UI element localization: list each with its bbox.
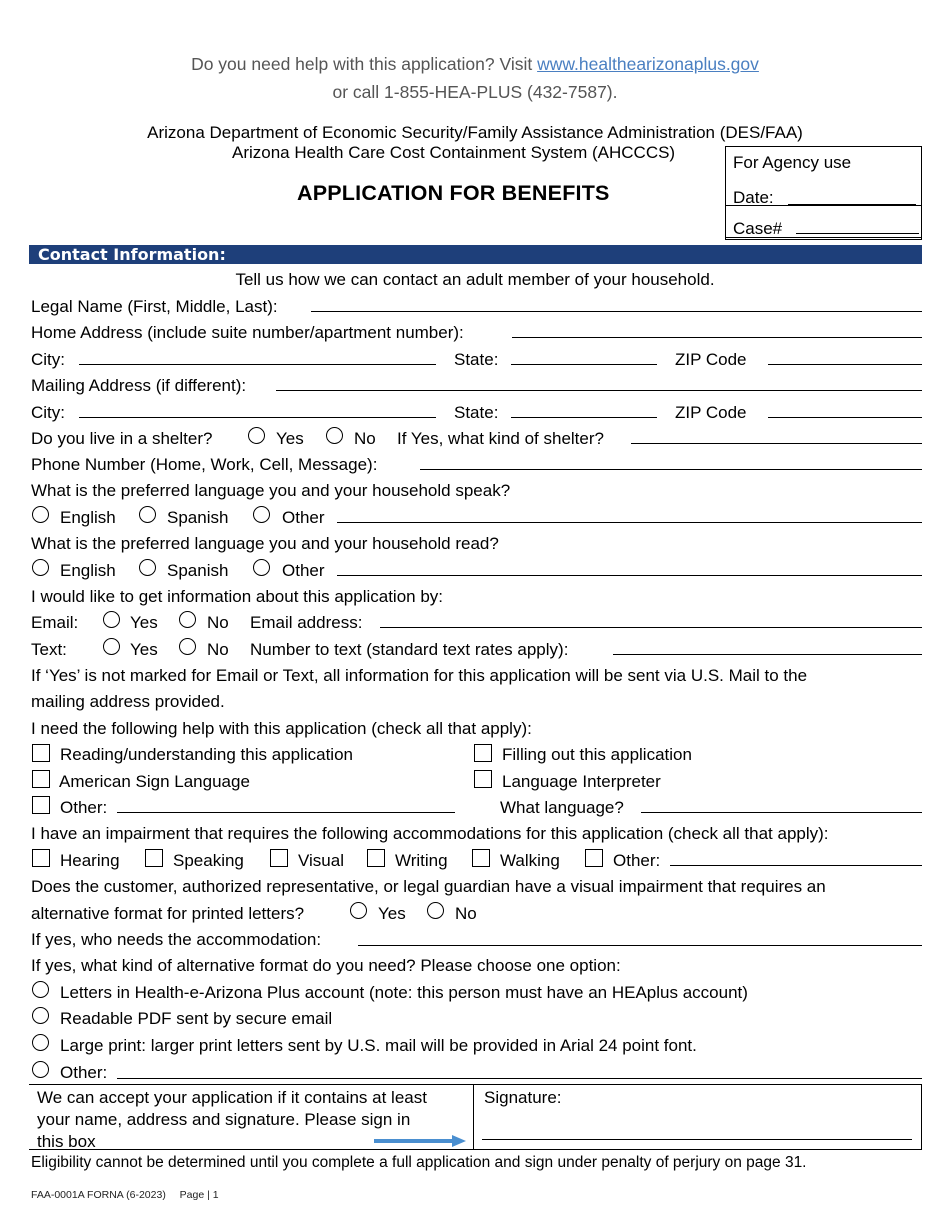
legal-name-field[interactable] bbox=[311, 311, 922, 312]
phone-field[interactable] bbox=[420, 469, 922, 470]
arrow-right-icon bbox=[372, 1133, 468, 1149]
email-address-label: Email address: bbox=[250, 613, 363, 632]
speak-language-question: What is the preferred language you and your household speak? bbox=[31, 481, 511, 500]
shelter-no-label: No bbox=[354, 429, 376, 448]
speak-other-field[interactable] bbox=[337, 522, 922, 523]
read-spanish-radio[interactable] bbox=[139, 559, 156, 576]
agency-use-box bbox=[725, 146, 922, 240]
format-other-radio[interactable] bbox=[32, 1061, 49, 1078]
speak-other-label: Other bbox=[282, 508, 325, 527]
zip-label: ZIP Code bbox=[675, 350, 747, 369]
visual-yes-radio[interactable] bbox=[350, 902, 367, 919]
phone-label: Phone Number (Home, Work, Cell, Message): bbox=[31, 455, 378, 474]
home-address-field[interactable] bbox=[512, 337, 922, 338]
reading-label: Reading/understanding this application bbox=[60, 745, 353, 764]
city-field[interactable] bbox=[79, 364, 436, 365]
help-line-2: or call 1-855-HEA-PLUS (432-7587). bbox=[332, 82, 618, 102]
what-language-field[interactable] bbox=[641, 812, 922, 813]
mailing-state-label: State: bbox=[454, 403, 499, 422]
help-other-field[interactable] bbox=[117, 812, 455, 813]
legal-name-label: Legal Name (First, Middle, Last): bbox=[31, 297, 278, 316]
speak-english-label: English bbox=[60, 508, 116, 527]
page-title: APPLICATION FOR BENEFITS bbox=[297, 181, 610, 205]
read-other-field[interactable] bbox=[337, 575, 922, 576]
format-large-print-label: Large print: larger print letters sent by U.S. mail will be provided in Arial 24 point font. bbox=[60, 1036, 697, 1055]
interpreter-checkbox[interactable] bbox=[474, 770, 492, 788]
format-pdf-radio[interactable] bbox=[32, 1007, 49, 1024]
speak-english-radio[interactable] bbox=[32, 506, 49, 523]
format-heaplus-radio[interactable] bbox=[32, 981, 49, 998]
reading-checkbox[interactable] bbox=[32, 744, 50, 762]
agency-use-header: For Agency use bbox=[733, 153, 852, 172]
what-language-label: What language? bbox=[500, 798, 624, 817]
mail-note-line-1: If ‘Yes’ is not marked for Email or Text, all information for this application will be sent via U.S. Mail to the bbox=[31, 666, 808, 685]
number-to-text-field[interactable] bbox=[613, 654, 922, 655]
text-yes-label: Yes bbox=[130, 640, 158, 659]
read-other-radio[interactable] bbox=[253, 559, 270, 576]
mailing-zip-field[interactable] bbox=[768, 417, 922, 418]
contact-preference-question: I would like to get information about this application by: bbox=[31, 587, 444, 606]
number-to-text-label: Number to text (standard text rates apply): bbox=[250, 640, 569, 659]
writing-label: Writing bbox=[395, 851, 448, 870]
shelter-yes-radio[interactable] bbox=[248, 427, 265, 444]
agency-date-label: Date: bbox=[733, 188, 774, 207]
read-other-label: Other bbox=[282, 561, 325, 580]
footer bbox=[31, 1189, 219, 1201]
impairment-question: I have an impairment that requires the following accommodations for this application (check all that apply): bbox=[31, 824, 829, 843]
mailing-address-label: Mailing Address (if different): bbox=[31, 376, 247, 395]
visual-yes-label: Yes bbox=[378, 904, 406, 923]
shelter-kind-label: If Yes, what kind of shelter? bbox=[397, 429, 604, 448]
impairment-other-label: Other: bbox=[613, 851, 661, 870]
email-label: Email: bbox=[31, 613, 79, 632]
walking-checkbox[interactable] bbox=[472, 849, 490, 867]
speak-spanish-label: Spanish bbox=[167, 508, 229, 527]
speak-other-radio[interactable] bbox=[253, 506, 270, 523]
signature-note-3: this box bbox=[37, 1132, 96, 1151]
speaking-checkbox[interactable] bbox=[145, 849, 163, 867]
mailing-address-field[interactable] bbox=[276, 390, 922, 391]
signature-label: Signature: bbox=[484, 1088, 562, 1107]
help-other-label: Other: bbox=[60, 798, 108, 817]
writing-checkbox[interactable] bbox=[367, 849, 385, 867]
home-address-label: Home Address (include suite number/apartment number): bbox=[31, 323, 464, 342]
read-language-question: What is the preferred language you and your household read? bbox=[31, 534, 499, 553]
email-no-label: No bbox=[207, 613, 229, 632]
visual-checkbox[interactable] bbox=[270, 849, 288, 867]
asl-label: American Sign Language bbox=[59, 772, 250, 791]
mailing-state-field[interactable] bbox=[511, 417, 657, 418]
visual-no-label: No bbox=[455, 904, 477, 923]
speak-spanish-radio[interactable] bbox=[139, 506, 156, 523]
city-label: City: bbox=[31, 350, 65, 369]
email-yes-label: Yes bbox=[130, 613, 158, 632]
format-large-print-radio[interactable] bbox=[32, 1034, 49, 1051]
help-needed-question: I need the following help with this application (check all that apply): bbox=[31, 719, 532, 738]
email-yes-radio[interactable] bbox=[103, 611, 120, 628]
mailing-zip-label: ZIP Code bbox=[675, 403, 747, 422]
interpreter-label: Language Interpreter bbox=[502, 772, 661, 791]
visual-impairment-question-1: Does the customer, authorized representative, or legal guardian have a visual impairment that requires an bbox=[31, 877, 826, 896]
shelter-yes-label: Yes bbox=[276, 429, 304, 448]
read-english-label: English bbox=[60, 561, 116, 580]
state-field[interactable] bbox=[511, 364, 657, 365]
hearing-checkbox[interactable] bbox=[32, 849, 50, 867]
speaking-label: Speaking bbox=[173, 851, 244, 870]
format-other-field[interactable] bbox=[117, 1078, 922, 1079]
help-website-link[interactable]: www.healthearizonaplus.gov bbox=[537, 54, 759, 74]
impairment-other-field[interactable] bbox=[670, 865, 922, 866]
agency-line-1: Arizona Department of Economic Security/Family Assistance Administration (DES/FAA) bbox=[147, 123, 803, 142]
email-address-field[interactable] bbox=[380, 627, 922, 628]
shelter-kind-field[interactable] bbox=[631, 443, 922, 444]
form-id: FAA-0001A FORNA (6-2023) bbox=[31, 1189, 166, 1201]
shelter-question: Do you live in a shelter? bbox=[31, 429, 213, 448]
visual-no-radio[interactable] bbox=[427, 902, 444, 919]
text-label: Text: bbox=[31, 640, 67, 659]
who-needs-label: If yes, who needs the accommodation: bbox=[31, 930, 322, 949]
mailing-city-label: City: bbox=[31, 403, 65, 422]
visual-label: Visual bbox=[298, 851, 344, 870]
walking-label: Walking bbox=[500, 851, 560, 870]
shelter-no-radio[interactable] bbox=[326, 427, 343, 444]
who-needs-field[interactable] bbox=[358, 945, 922, 946]
signature-note-2: your name, address and signature. Please sign in bbox=[37, 1110, 411, 1129]
format-question: If yes, what kind of alternative format do you need? Please choose one option: bbox=[31, 956, 621, 975]
format-other-label: Other: bbox=[60, 1063, 108, 1082]
page-number: Page | 1 bbox=[179, 1189, 219, 1201]
filling-label: Filling out this application bbox=[502, 745, 692, 764]
agency-line-2: Arizona Health Care Cost Containment System (AHCCCS) bbox=[232, 143, 676, 162]
read-spanish-label: Spanish bbox=[167, 561, 229, 580]
text-yes-radio[interactable] bbox=[103, 638, 120, 655]
read-english-radio[interactable] bbox=[32, 559, 49, 576]
signature-box-divider bbox=[473, 1084, 474, 1150]
mailing-city-field[interactable] bbox=[79, 417, 436, 418]
help-other-checkbox[interactable] bbox=[32, 796, 50, 814]
text-no-radio[interactable] bbox=[179, 638, 196, 655]
filling-checkbox[interactable] bbox=[474, 744, 492, 762]
text-no-label: No bbox=[207, 640, 229, 659]
contact-information-header: Contact Information: bbox=[29, 245, 922, 264]
impairment-other-checkbox[interactable] bbox=[585, 849, 603, 867]
format-heaplus-label: Letters in Health-e-Arizona Plus account (note: this person must have an HEAplus account) bbox=[60, 983, 748, 1002]
contact-intro: Tell us how we can contact an adult member of your household. bbox=[235, 270, 715, 289]
agency-box-divider bbox=[726, 205, 921, 206]
zip-field[interactable] bbox=[768, 364, 922, 365]
signature-note-1: We can accept your application if it contains at least bbox=[37, 1088, 427, 1107]
agency-case-line[interactable] bbox=[796, 233, 919, 234]
state-label: State: bbox=[454, 350, 499, 369]
agency-case-label: Case# bbox=[733, 219, 783, 238]
mail-note-line-2: mailing address provided. bbox=[31, 692, 225, 711]
agency-box-bottom-line bbox=[726, 237, 921, 238]
signature-field[interactable] bbox=[482, 1139, 912, 1140]
email-no-radio[interactable] bbox=[179, 611, 196, 628]
eligibility-note: Eligibility cannot be determined until you complete a full application and sign under penalty of perjury on page 31. bbox=[31, 1154, 807, 1171]
visual-impairment-question-2: alternative format for printed letters? bbox=[31, 904, 305, 923]
hearing-label: Hearing bbox=[60, 851, 120, 870]
help-line-1: Do you need help with this application? Visit www.healthearizonaplus.gov bbox=[191, 54, 759, 74]
asl-checkbox[interactable] bbox=[32, 770, 50, 788]
format-pdf-label: Readable PDF sent by secure email bbox=[60, 1009, 333, 1028]
